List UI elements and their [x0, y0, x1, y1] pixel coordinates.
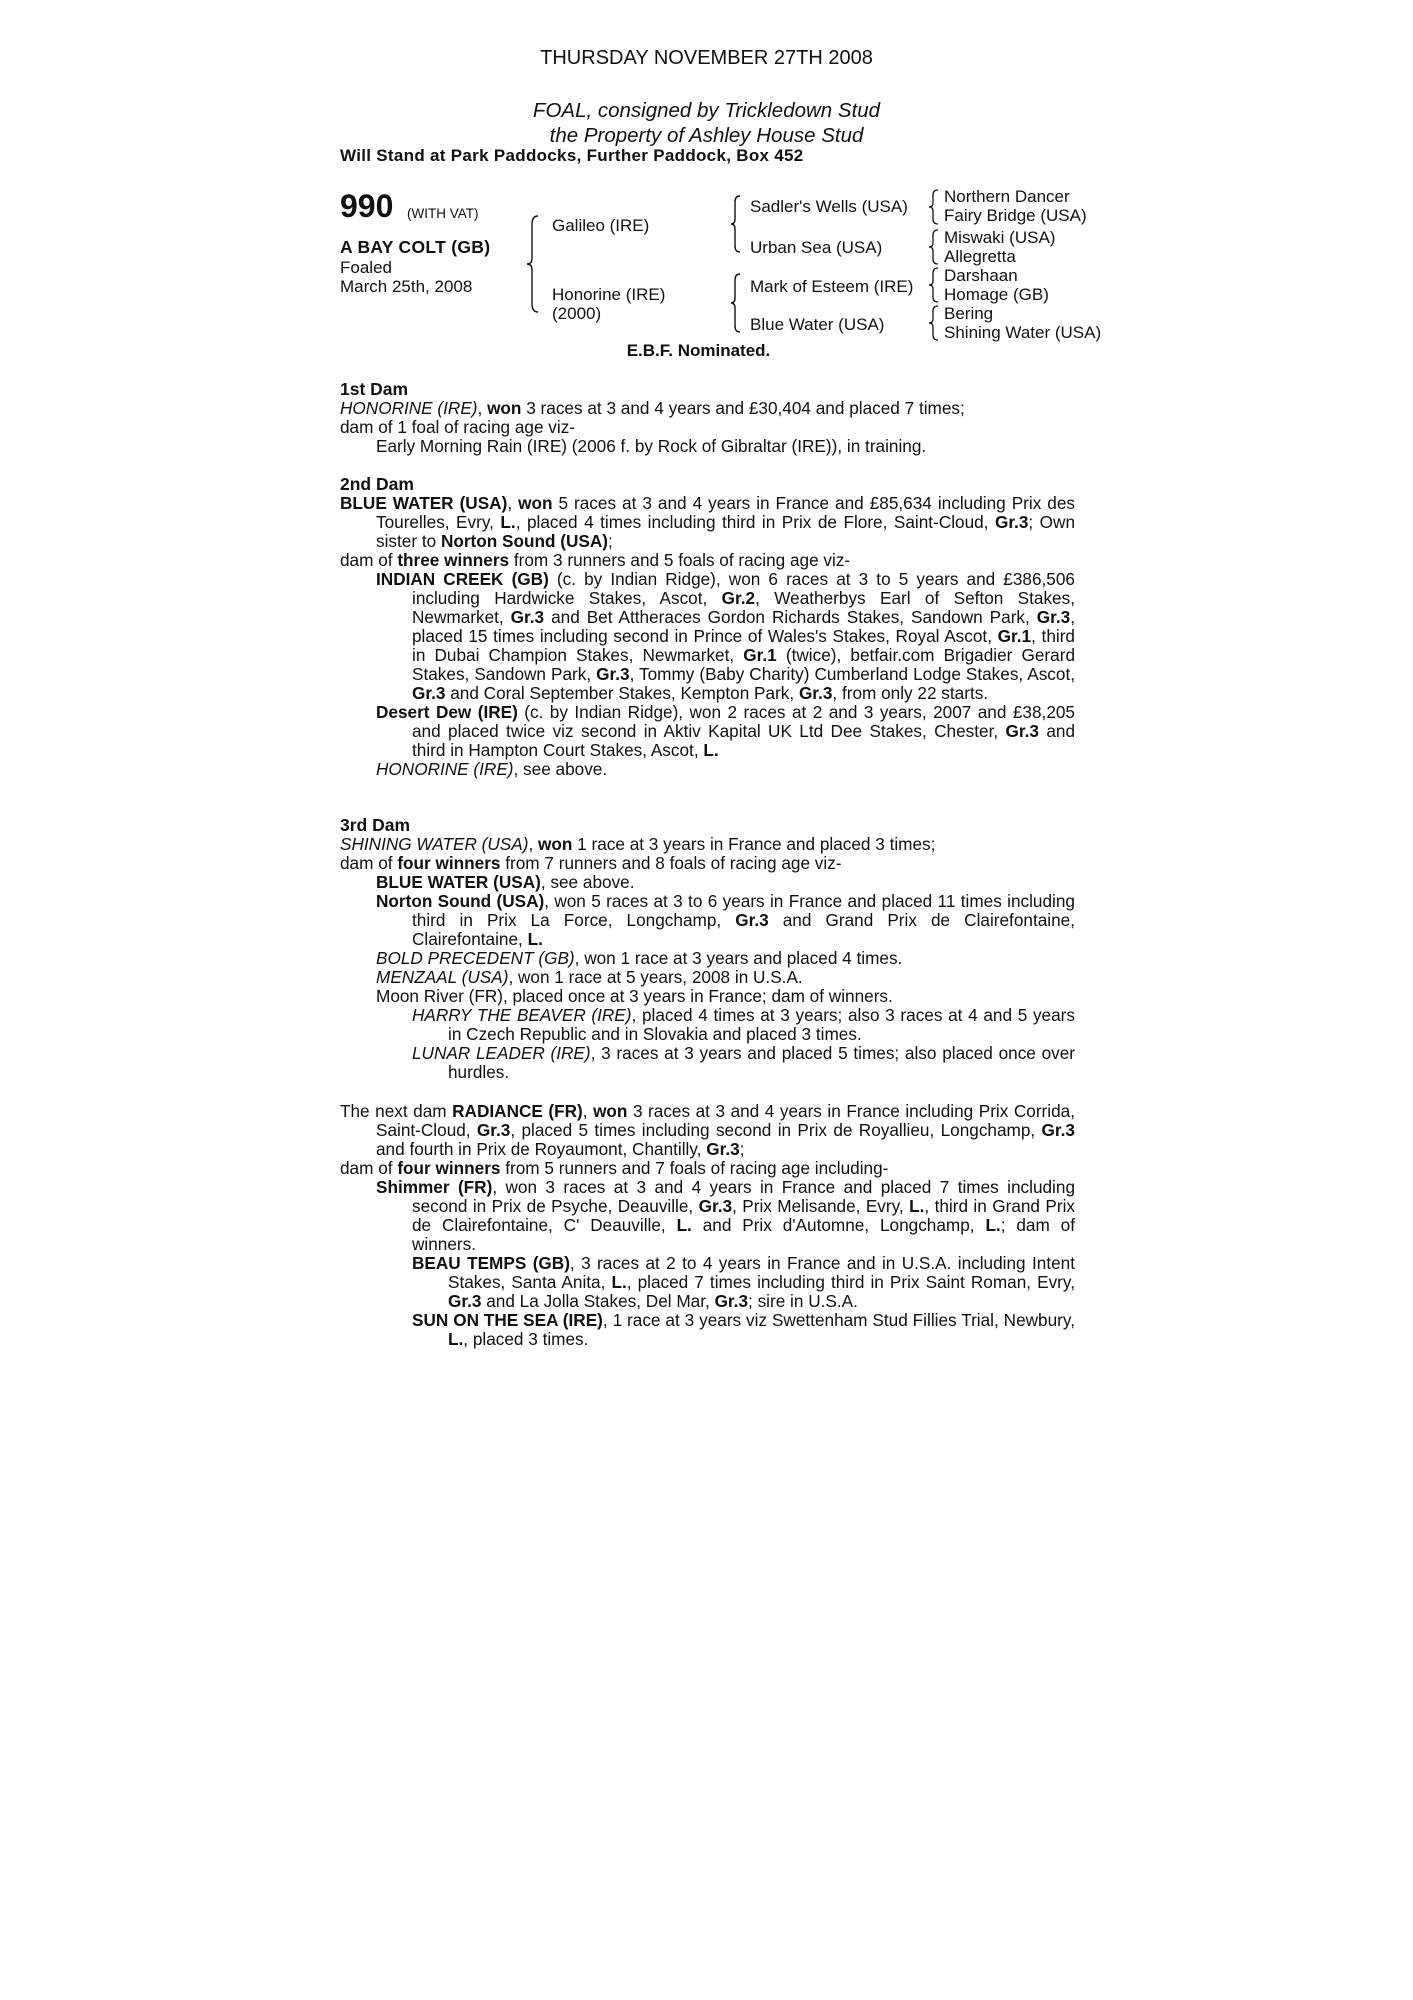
- progeny-harry-the-beaver: HARRY THE BEAVER (IRE), placed 4 times at 3 years; also 3 races at 4 and 5 years in Czech Republic and in Slovakia and placed 3 times.: [412, 1005, 1075, 1044]
- property-of: the Property of Ashley House Stud: [549, 124, 864, 147]
- first-dam-progeny: Early Morning Rain (IRE) (2006 f. by Rock of Gibraltar (IRE)), in training.: [376, 436, 927, 456]
- stand-location: Will Stand at Park Paddocks, Further Paddock, Box 452: [340, 146, 804, 165]
- pedigree-dam-sire: Mark of Esteem (IRE): [750, 277, 914, 296]
- progeny-desert-dew: Desert Dew (IRE) (c. by Indian Ridge), won 2 races at 2 and 3 years, 2007 and £38,205 and placed twice viz second in Aktiv Kapital UK Ltd Dee Stakes, Chester, Gr.3 and third in Hampton Court Stakes, Ascot, L.: [376, 702, 1076, 760]
- pedigree-gg4: Allegretta: [944, 247, 1016, 266]
- progeny-indian-creek: INDIAN CREEK (GB) (c. by Indian Ridge), won 6 races at 3 to 5 years and £386,506 including Hardwicke Stakes, Ascot, Gr.2, Weatherbys Earl of Sefton Stakes, Newmarket, Gr.3 and Bet Attheraces Gordon Richards Stakes, Sandown Park, Gr.3, placed 15 times including second in Prince of Wales's Stakes, Royal Ascot, Gr.1, third in Dubai Champion Stakes, Newmarket, Gr.1 (twice), betfair.com Brigadier Gerard Stakes, Sandown Park, Gr.3, Tommy (Baby Charity) Cumberland Lodge Stakes, Ascot, Gr.3 and Coral September Stakes, Kempton Park, Gr.3, from only 22 starts.: [376, 569, 1076, 703]
- ebf-nominated: E.B.F. Nominated.: [626, 341, 771, 360]
- first-dam-record: HONORINE (IRE), won 3 races at 3 and 4 years and £30,404 and placed 7 times;: [340, 398, 965, 418]
- next-dam-record: The next dam RADIANCE (FR), won 3 races at 3 and 4 years in France including Prix Corrida, Saint-Cloud, Gr.3, placed 5 times including second in Prix de Royallieu, Longchamp, Gr.3 and fourth in Prix de Royaumont, Chantilly, Gr.3;: [340, 1101, 1075, 1159]
- progeny-moon-river: Moon River (FR), placed once at 3 years in France; dam of winners.: [376, 986, 893, 1006]
- pedigree-brace-sire: [730, 194, 742, 254]
- pedigree-gg2: Fairy Bridge (USA): [944, 206, 1087, 225]
- foaled-label: Foaled: [340, 258, 392, 277]
- first-dam-heading: 1st Dam: [340, 379, 409, 399]
- pedigree-gg7: Bering: [944, 304, 994, 323]
- second-dam-heading: 2nd Dam: [340, 474, 414, 494]
- progeny-lunar-leader: LUNAR LEADER (IRE), 3 races at 3 years and placed 5 times; also placed once over hurdles.: [412, 1043, 1076, 1082]
- first-dam-section: [340, 380, 1075, 456]
- foaled-date: March 25th, 2008: [340, 277, 473, 296]
- progeny-menzaal: MENZAAL (USA), won 1 race at 5 years, 2008 in U.S.A.: [376, 967, 803, 987]
- progeny-norton-sound: Norton Sound (USA), won 5 races at 3 to 6 years in France and placed 11 times including third in Prix La Force, Longchamp, Gr.3 and Grand Prix de Clairefontaine, Clairefontaine, L.: [376, 891, 1075, 949]
- third-dam-heading: 3rd Dam: [340, 815, 411, 835]
- progeny-blue-water: BLUE WATER (USA), see above.: [376, 872, 635, 892]
- vat-note: (WITH VAT): [407, 206, 479, 221]
- third-dam-foals: dam of four winners from 7 runners and 8 foals of racing age viz-: [340, 853, 842, 873]
- second-dam-foals: dam of three winners from 3 runners and 5 foals of racing age viz-: [340, 550, 851, 570]
- pedigree-brace-g2: [928, 228, 940, 266]
- pedigree-brace-g1: [928, 188, 940, 226]
- pedigree-brace-g3: [928, 266, 940, 304]
- progeny-bold-precedent: BOLD PRECEDENT (GB), won 1 race at 3 years and placed 4 times.: [376, 948, 903, 968]
- pedigree-brace-dam: [730, 272, 742, 334]
- third-dam-section: [340, 816, 1075, 1082]
- pedigree-sire-dam: Urban Sea (USA): [750, 238, 883, 257]
- pedigree-gg1: Northern Dancer: [944, 187, 1070, 206]
- pedigree-dam-year: (2000): [552, 304, 602, 323]
- next-dam-section: [340, 1102, 1075, 1349]
- pedigree-brace-g4: [928, 304, 940, 342]
- pedigree-sire-sire: Sadler's Wells (USA): [750, 197, 908, 216]
- progeny-beau-temps: BEAU TEMPS (GB), 3 races at 2 to 4 years in France and in U.S.A. including Intent Stakes, Santa Anita, L., placed 7 times including third in Prix Saint Roman, Evry, Gr.3 and La Jolla Stakes, Del Mar, Gr.3; sire in U.S.A.: [412, 1253, 1076, 1311]
- pedigree-sire: Galileo (IRE): [552, 216, 650, 235]
- second-dam-section: [340, 475, 1075, 779]
- progeny-sun-on-the-sea: SUN ON THE SEA (IRE), 1 race at 3 years viz Swettenham Stud Fillies Trial, Newbury, L., placed 3 times.: [412, 1310, 1075, 1349]
- progeny-honorine: HONORINE (IRE), see above.: [376, 759, 608, 779]
- pedigree-gg6: Homage (GB): [944, 285, 1049, 304]
- third-dam-record: SHINING WATER (USA), won 1 race at 3 years in France and placed 3 times;: [340, 834, 936, 854]
- consigned-by: FOAL, consigned by Trickledown Stud: [532, 99, 881, 122]
- pedigree-dam-dam: Blue Water (USA): [750, 315, 885, 334]
- pedigree-dam: Honorine (IRE): [552, 285, 666, 304]
- progeny-shimmer: Shimmer (FR), won 3 races at 3 and 4 years in France and placed 7 times including second in Prix de Psyche, Deauville, Gr.3, Prix Melisande, Evry, L., third in Grand Prix de Clairefontaine, C' Deauville, L. and Prix d'Automne, Longchamp, L.; dam of winners.: [376, 1177, 1076, 1254]
- pedigree-gg8: Shining Water (USA): [944, 323, 1102, 342]
- sale-date: THURSDAY NOVEMBER 27TH 2008: [540, 47, 873, 69]
- pedigree-brace-main: [526, 214, 540, 314]
- second-dam-record: BLUE WATER (USA), won 5 races at 3 and 4 years in France and £85,634 including Prix des Tourelles, Evry, L., placed 4 times including third in Prix de Flore, Saint-Cloud, Gr.3; Own sister to Norton Sound (USA);: [340, 493, 1076, 551]
- lot-description: A BAY COLT (GB): [340, 237, 491, 257]
- first-dam-foals: dam of 1 foal of racing age viz-: [340, 417, 576, 437]
- pedigree-gg3: Miswaki (USA): [944, 228, 1056, 247]
- pedigree-gg5: Darshaan: [944, 266, 1018, 285]
- consignor-block: [0, 98, 1413, 148]
- next-dam-foals: dam of four winners from 5 runners and 7 foals of racing age including-: [340, 1158, 889, 1178]
- lot-number: 990: [340, 188, 394, 224]
